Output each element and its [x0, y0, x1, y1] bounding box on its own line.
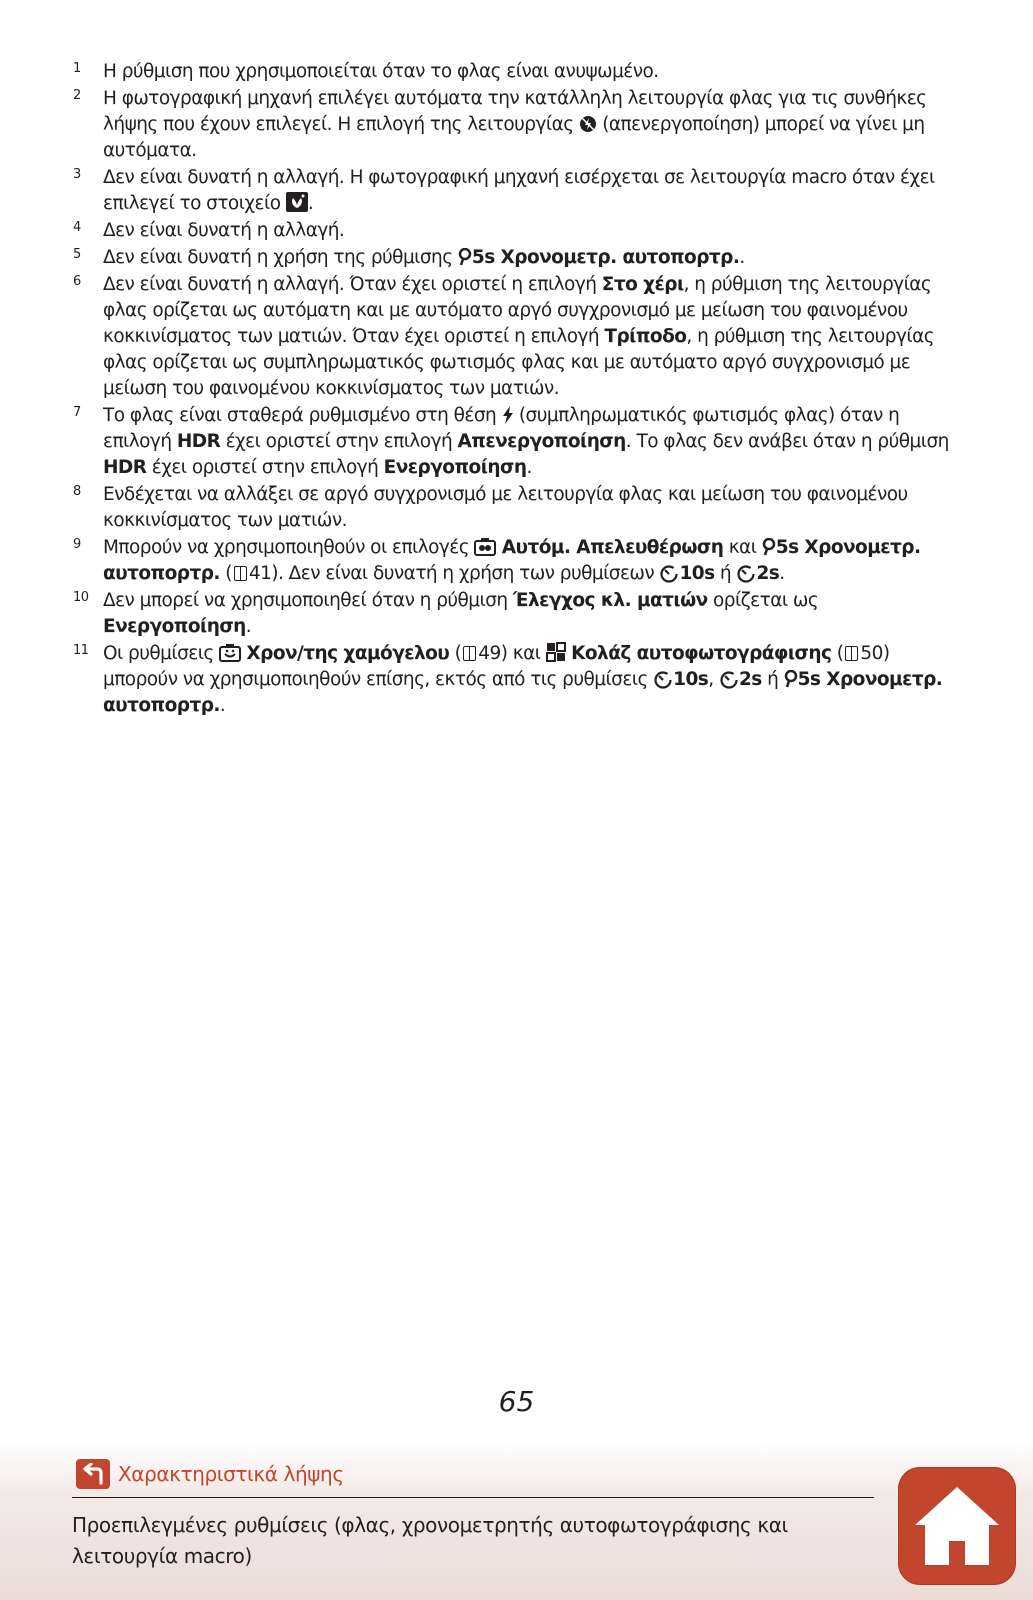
auto-release-icon [474, 535, 496, 561]
footnote-text: Δεν μπορεί να χρησιμοποιηθεί όταν η ρύθμιση [103, 590, 513, 611]
footnote-text: . [307, 193, 314, 214]
self-timer-icon [719, 667, 739, 693]
self-timer-icon [736, 561, 756, 587]
footnote-text: Μπορούν να χρησιμοποιηθούν οι επιλογές [103, 537, 475, 558]
footnote-number: 7 [73, 405, 81, 420]
footnote-text: ) και [500, 643, 546, 664]
setting-name: Ενεργοποίηση [383, 457, 527, 478]
reference-book-icon [234, 566, 247, 581]
self-portrait-timer-icon [784, 667, 798, 693]
footnote-text: . [219, 695, 226, 716]
footnote-text: Το φλας είναι σταθερά ρυθμισμένο στη θέση [103, 405, 502, 426]
footnote-text: και [723, 537, 762, 558]
footnote-text: ( [831, 643, 844, 664]
footer-divider [72, 1497, 874, 1498]
footnote [0, 86, 953, 164]
footnote-text: ( [449, 643, 462, 664]
setting-name: Απενεργοποίηση [457, 431, 626, 452]
setting-name: Έλεγχος κλ. ματιών [512, 590, 708, 611]
setting-name: 10s [673, 669, 709, 690]
self-portrait-timer-icon [762, 535, 776, 561]
self-portrait-timer-icon [458, 245, 472, 271]
footnote-text: ή [761, 669, 784, 690]
self-timer-icon [653, 667, 673, 693]
footnote-number: 5 [73, 247, 81, 262]
setting-name: 5s Χρονομετρ. αυτοπορτρ. [103, 537, 921, 584]
footnote-number: 6 [73, 274, 81, 289]
footnote-text: ) μπορούν να χρησιμοποιηθούν επίσης, εκτός από τις ρυθμίσεις [103, 643, 890, 690]
setting-name: 2s [756, 563, 780, 584]
footnote-text: , [708, 669, 719, 690]
section-link[interactable]: Χαρακτηριστικά λήψης [118, 1462, 344, 1486]
footnote [0, 59, 953, 85]
setting-name: HDR [103, 457, 147, 478]
footnote-text: Η φωτογραφική μηχανή επιλέγει αυτόματα την κατάλληλη λειτουργία φλας για τις συνθήκες λήψης που έχουν επιλεγεί. Η επιλογή της λειτουργίας [103, 88, 927, 135]
footnote-text: Δεν είναι δυνατή η αλλαγή. Η φωτογραφική μηχανή εισέρχεται σε λειτουργία macro όταν έχει επιλεγεί το στοιχείο [103, 167, 935, 214]
setting-name: Χρον/της χαμόγελου [246, 643, 450, 664]
footnote [0, 641, 953, 719]
footnote-text: Δεν είναι δυνατή η αλλαγή. [103, 220, 345, 241]
footnote-number: 10 [73, 590, 89, 605]
setting-name: 2s [738, 669, 762, 690]
footnote-text: , η ρύθμιση της λειτουργίας φλας ορίζεται ως αυτόματη και με αυτόματο αργό συγχρονισμό με μείωση του φαινομένου κοκκινίσματος των ματιών. Όταν έχει οριστεί η επιλογή [103, 274, 932, 347]
footnote-text: έχει οριστεί στην επιλογή [220, 431, 458, 452]
footnote-text: ή [714, 563, 737, 584]
setting-name: Στο χέρι [601, 274, 684, 295]
reference-book-icon [463, 646, 476, 661]
footnote-text: . [526, 457, 532, 478]
footnote-text: . [245, 616, 252, 637]
footnote-number: 2 [73, 88, 81, 103]
page-reference[interactable]: 50 [860, 643, 883, 664]
footnote [0, 245, 953, 271]
setting-name: 5s Χρονομετρ. αυτοπορτρ. [471, 247, 740, 268]
footnote [0, 272, 953, 402]
macro-scene-icon [286, 191, 308, 217]
footnote-text: (συμπληρωματικός φωτισμός φλας) όταν η επιλογή [103, 405, 900, 452]
setting-name: Τρίποδο [604, 326, 687, 347]
footnote [0, 165, 953, 217]
footnote-text: (απενεργοποίηση) μπορεί να γίνει μη αυτόματα. [103, 114, 925, 161]
footnote-text: . [779, 563, 785, 584]
footnote-text: . [739, 247, 745, 268]
page-reference[interactable]: 49 [478, 643, 501, 664]
page-reference[interactable]: 41 [248, 563, 272, 584]
footnote-text: Δεν είναι δυνατή η χρήση της ρύθμισης [103, 247, 458, 268]
flash-off-icon [579, 112, 597, 138]
footnote-text: Ενδέχεται να αλλάξει σε αργό συγχρονισμό με λειτουργία φλας και μείωση του φαινομένου κοκκινίσματος των ματιών. [103, 484, 908, 531]
footnote [0, 482, 953, 534]
footnote-number: 8 [73, 484, 81, 499]
footnote [0, 588, 953, 640]
topic-description: Προεπιλεγμένες ρυθμίσεις (φλας, χρονομετρητής αυτοφωτογράφισης και λειτουργία macro) [72, 1513, 788, 1568]
setting-name: HDR [176, 431, 221, 452]
setting-name: Αυτόμ. Απελευθέρωση [501, 537, 724, 558]
footnote-text: Οι ρυθμίσεις [103, 643, 220, 664]
collage-icon [546, 641, 566, 667]
reference-book-icon [845, 646, 858, 661]
setting-name: 5s Χρονομετρ. αυτοπορτρ. [103, 669, 943, 716]
back-arrow-icon [81, 1463, 105, 1485]
footnote-number: 11 [73, 643, 89, 658]
footnote-text: έχει οριστεί στην επιλογή [146, 457, 384, 478]
footnote-number: 4 [73, 220, 81, 235]
footnote-text: ορίζεται ως [707, 590, 819, 611]
fill-flash-icon [502, 403, 514, 429]
self-timer-icon [659, 561, 679, 587]
setting-name: Ενεργοποίηση [103, 616, 246, 637]
footnote-number: 9 [73, 537, 81, 552]
footnote-number: 1 [73, 61, 81, 76]
footnote-text: , η ρύθμιση της λειτουργίας φλας ορίζεται ως συμπληρωματικός φωτισμός φλας και με αυτόματο αργό συγχρονισμό με μείωση του φαινομένου κοκκινίσματος των ματιών. [103, 326, 935, 399]
home-button[interactable] [898, 1467, 1016, 1585]
home-icon [898, 1467, 1016, 1585]
footnote-text: Η ρύθμιση που χρησιμοποιείται όταν το φλας είναι ανυψωμένο. [103, 61, 659, 82]
setting-name: 10s [679, 563, 715, 584]
footnotes [0, 59, 1033, 720]
setting-name: Κολάζ αυτοφωτογράφισης [571, 643, 832, 664]
footnote [0, 535, 953, 587]
back-button[interactable] [76, 1459, 110, 1489]
footnote [0, 403, 953, 481]
smile-timer-icon [219, 641, 241, 667]
footnote-text: Δεν είναι δυνατή η αλλαγή. Όταν έχει οριστεί η επιλογή [103, 274, 602, 295]
footnote-text: ). Δεν είναι δυνατή η χρήση των ρυθμίσεων [271, 563, 660, 584]
footnote-text: ( [219, 563, 232, 584]
page-number: 65 [498, 1385, 535, 1418]
footnote [0, 218, 953, 244]
footnote-text: . Το φλας δεν ανάβει όταν η ρύθμιση [625, 431, 949, 452]
footnote-number: 3 [73, 167, 81, 182]
